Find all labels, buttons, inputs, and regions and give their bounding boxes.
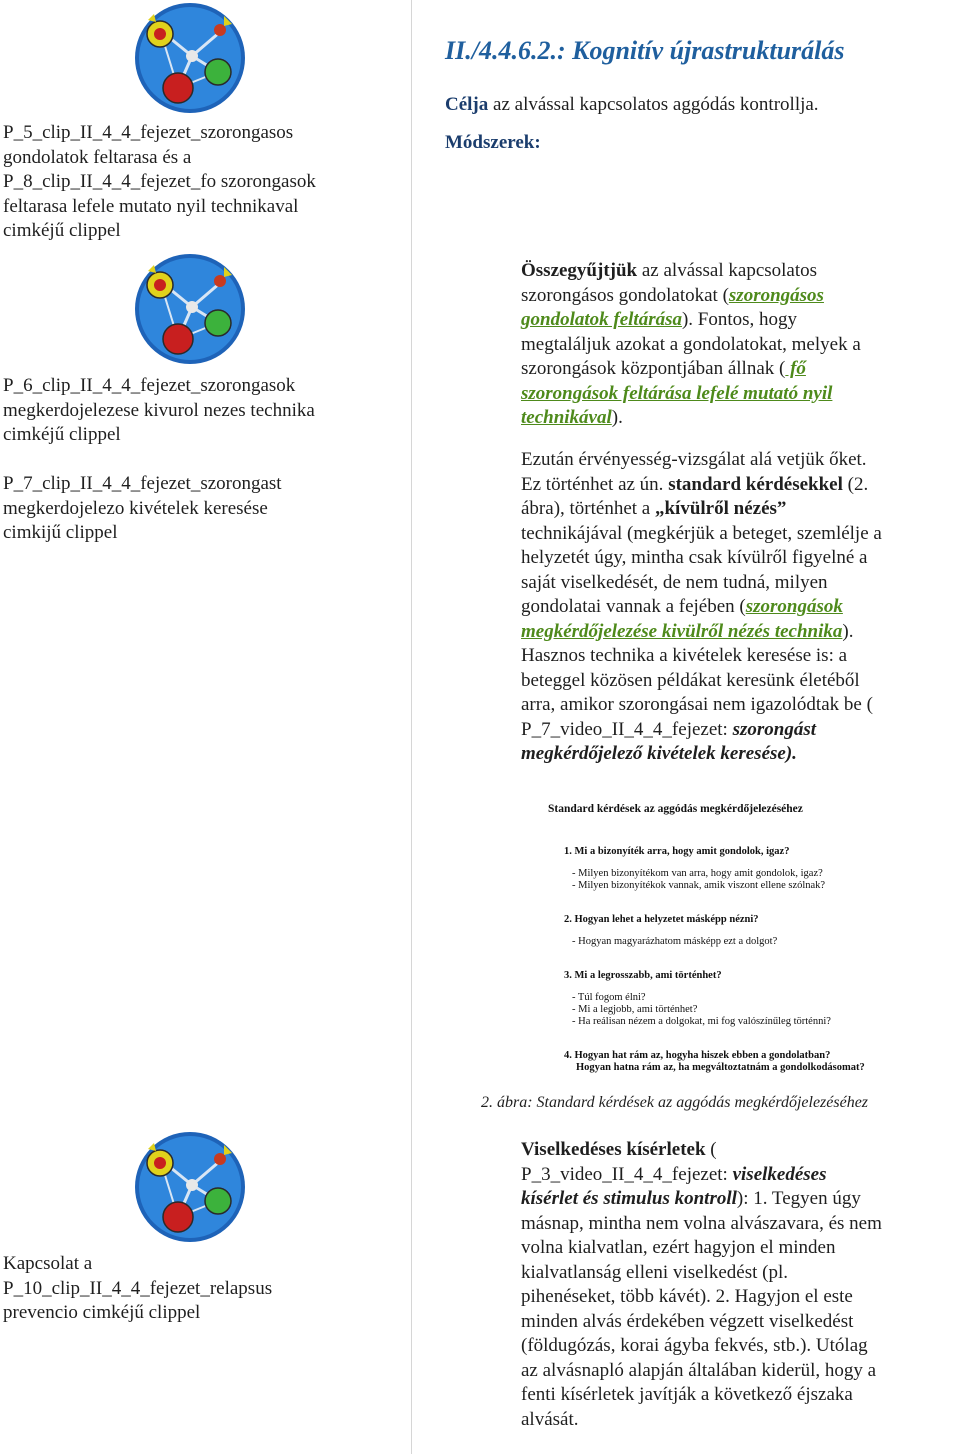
figure-question-4: 4. Hogyan hat rám az, hogyha hiszek ebben a gondolatban? — [564, 1050, 831, 1061]
link-outside-view[interactable]: szorongások — [745, 596, 843, 617]
link-downward-arrow-end[interactable]: technikával — [521, 407, 612, 428]
link-outside-view-cont[interactable]: megkérdőjelezése kivülről nézés technika — [521, 620, 843, 642]
text-run: P_3_video_II_4_4_fejezet: — [521, 1163, 733, 1185]
text-run: ). — [611, 407, 623, 428]
link-anxious-thoughts-cont[interactable]: gondolatok feltárása — [521, 309, 682, 330]
bold-italic-term: kísérlet és stimulus kontroll — [521, 1188, 737, 1209]
standard-questions-figure — [520, 795, 940, 1085]
bold-italic-term: viselkedéses — [732, 1163, 827, 1185]
figure-subquestion: - Milyen bizonyítékok vannak, amik viszont ellene szólnak? — [572, 880, 826, 891]
clip-icon-2[interactable] — [134, 253, 247, 366]
text-line: megtaláljuk azokat a gondolatokat, melyek a — [521, 333, 861, 355]
section-title: II./4.4.6.2.: Kognitív újrastrukturálás — [445, 36, 845, 65]
text-line: minden alvás érdekében végzett viselkedést — [521, 1310, 854, 1332]
text-run: Ez történhet az ún. — [521, 473, 669, 495]
bold-term: Összegyűjtjük — [521, 260, 638, 281]
network-clip-icon — [134, 253, 247, 366]
sidebar-line: P_5_clip_II_4_4_fejezet_szorongasos — [3, 122, 294, 143]
paragraph-collect-thoughts — [521, 259, 951, 431]
figure-question-1: 1. Mi a bizonyíték arra, hogy amit gondolok, igaz? — [564, 846, 790, 857]
text-line: helyzetét úgy, mintha csak kívülről figyelné a — [521, 547, 868, 568]
text-line: kialvatlanság elleni viselkedést (pl. — [521, 1261, 788, 1283]
goal-label: Célja — [445, 94, 489, 115]
sidebar-line: P_6_clip_II_4_4_fejezet_szorongasok — [3, 375, 296, 396]
text-run: gondolatai vannak a fejében ( — [521, 596, 746, 617]
figure-subquestion: - Milyen bizonyítékom van arra, hogy amit gondolok, igaz? — [572, 868, 823, 879]
text-line: technikájával (megkérjük a beteget, szemlélje a — [521, 522, 882, 544]
bold-italic-term: megkérdőjelező kivételek keresése). — [521, 743, 797, 764]
network-clip-icon — [134, 2, 247, 115]
bold-term: Viselkedéses kísérletek — [521, 1139, 706, 1160]
sidebar-line: cimkéjű clippel — [3, 220, 121, 241]
sidebar-clip-3-label[interactable] — [3, 472, 403, 546]
text-line: pihenéseket, több kávét). 2. Hagyjon el este — [521, 1286, 853, 1307]
sidebar-line: feltarasa lefele mutato nyil technikaval — [3, 195, 299, 217]
text-run: ábra), történhet a — [521, 498, 655, 519]
bold-term: standard kérdésekkel — [668, 473, 843, 495]
figure-question-3: 3. Mi a legrosszabb, ami történhet? — [564, 970, 722, 981]
sidebar-line: P_7_clip_II_4_4_fejezet_szorongast — [3, 473, 282, 494]
sidebar-line: gondolatok feltarasa és a — [3, 146, 192, 168]
sidebar-line: cimkéjű clippel — [3, 424, 121, 445]
sidebar-line: Kapcsolat a — [3, 1253, 93, 1274]
clip-icon-1[interactable] — [134, 2, 247, 115]
text-run: az alvással kapcsolatos — [637, 260, 818, 281]
sidebar-line: cimkijű clippel — [3, 522, 118, 543]
figure-subquestion: - Hogyan magyarázhatom másképp ezt a dolgot? — [572, 936, 778, 947]
paragraph-behavioral-experiments — [521, 1138, 957, 1432]
bold-italic-term: szorongást — [732, 718, 817, 740]
figure-subquestion: - Ha reálisan nézem a dolgokat, mi fog valószínűleg történni? — [572, 1016, 831, 1027]
sidebar-line: megkerdojelezese kivurol nezes technika — [3, 399, 315, 421]
text-run: ). Fontos, hogy — [681, 309, 798, 330]
text-line: (földugózás, korai ágyba fekvés, stb.). Utólag — [521, 1335, 868, 1356]
bold-term: „kívülről nézés” — [654, 498, 787, 519]
methods-label: Módszerek: — [445, 132, 541, 153]
sidebar-line: megkerdojelezo kivételek keresése — [3, 497, 268, 519]
text-run: ). — [842, 620, 854, 642]
text-run: ( — [705, 1139, 717, 1160]
network-clip-icon — [134, 1131, 247, 1244]
figure-subquestion: - Mi a legjobb, ami történhet? — [572, 1004, 698, 1015]
figure-question-2: 2. Hogyan lehet a helyzetet másképp nézni? — [564, 914, 759, 925]
clip-icon-3[interactable] — [134, 1131, 247, 1244]
text-run: ): 1. Tegyen úgy — [736, 1188, 861, 1209]
text-run: szorongások központjában állnak ( — [521, 358, 786, 379]
text-line: volna kialvatlan, ezért hagyjon el minden — [521, 1237, 836, 1258]
figure-caption: 2. ábra: Standard kérdések az aggódás megkérdőjelezéséhez — [481, 1094, 869, 1111]
sidebar-line: P_10_clip_II_4_4_fejezet_relapsus — [3, 1277, 273, 1299]
column-divider — [411, 0, 412, 1454]
text-line: arra, amikor szorongásai nem igazolódtak be ( — [521, 694, 873, 715]
text-line: Hasznos technika a kivételek keresése is: a — [521, 645, 848, 666]
text-line: másnap, mintha nem volna alvászavara, és nem — [521, 1212, 882, 1234]
paragraph-validity-test — [521, 448, 957, 767]
figure-subquestion: Hogyan hatna rám az, ha megváltoztatnám a gondolkodásomat? — [576, 1062, 865, 1073]
figure-title: Standard kérdések az aggódás megkérdőjelezéséhez — [548, 803, 803, 815]
link-downward-arrow-cont[interactable]: szorongások feltárása lefelé mutató nyil — [521, 382, 833, 404]
link-downward-arrow[interactable]: fő — [785, 358, 806, 379]
text-line: beteggel közösen példákat keresünk életéből — [521, 669, 860, 691]
sidebar-line: P_8_clip_II_4_4_fejezet_fo szorongasok — [3, 171, 316, 192]
goal-text: az alvással kapcsolatos aggódás kontrollja. — [488, 94, 819, 115]
text-line: fenti kísérletek javítják a következő éjszaka — [521, 1384, 853, 1405]
text-line: az alvásnapló alapján általában kiderül, hogy a — [521, 1359, 877, 1381]
text-line: alvását. — [521, 1408, 579, 1430]
text-run: (2. — [842, 473, 869, 495]
sidebar-clip-4-label[interactable] — [3, 1252, 403, 1326]
figure-subquestion: - Túl fogom élni? — [572, 992, 646, 1003]
sidebar-clip-2-label[interactable] — [3, 374, 403, 448]
link-anxious-thoughts[interactable]: szorongásos — [728, 284, 824, 306]
text-run: szorongásos gondolatokat ( — [521, 284, 729, 306]
sidebar-clip-1-label[interactable] — [3, 121, 403, 244]
sidebar-line: prevencio cimkéjű clippel — [3, 1302, 201, 1323]
text-run: P_7_video_II_4_4_fejezet: — [521, 718, 733, 740]
goal-line — [445, 93, 819, 118]
text-line: saját viselkedését, de nem tudná, milyen — [521, 571, 828, 593]
text-line: Ezután érvényesség-vizsgálat alá vetjük őket. — [521, 449, 867, 470]
